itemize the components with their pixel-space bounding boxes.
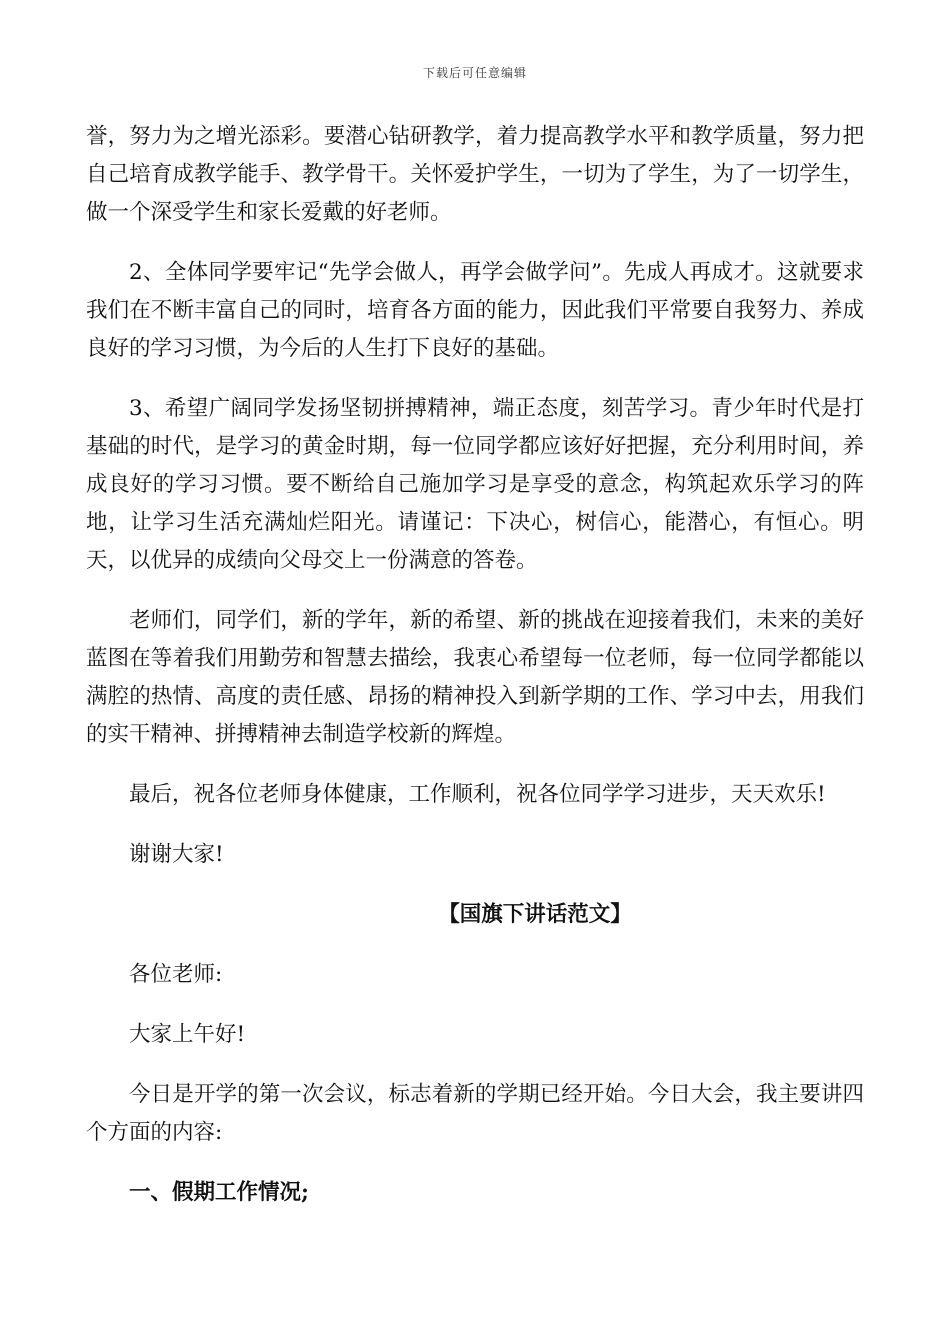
document-body (86, 118, 864, 1234)
paragraph-intro: 今日是开学的第一次会议，标志着新的学期已经开始。今日大会，我主要讲四个方面的内容: (86, 1082, 864, 1145)
page-header-note: 下载后可任意编辑 (422, 66, 527, 80)
paragraph-thanks: 谢谢大家! (129, 842, 224, 867)
paragraph-continuation: 誉，努力为之增光添彩。要潜心钻研教学，着力提高教学水平和教学质量，努力把自己培育成教学能手、教学骨干。关怀爱护学生，一切为了学生，为了一切学生，做一个深受学生和家长爱戴的好老师。 (86, 124, 864, 225)
paragraph-point-3: 3、希望广阔同学发扬坚韧拼搏精神，端正态度，刻苦学习。青少年时代是打基础的时代，是学习的黄金时期，每一位同学都应该好好把握，充分利用时间，养成良好的学习习惯。要不断给自己施加学习是享受的意念，构筑起欢乐学习的阵地，让学习生活充满灿烂阳光。请谨记：下决心，树信心，能潜心，有恒心。明天，以优异的成绩向父母交上一份满意的答卷。 (86, 396, 864, 573)
paragraph-greeting-morning: 大家上午好! (129, 1022, 246, 1047)
subheading-vacation-work: 一、假期工作情况; (129, 1180, 309, 1205)
paragraph-point-2: 2、全体同学要牢记“先学会做人，再学会做学问”。先成人再成才。这就要求我们在不断丰富自己的同时，培育各方面的能力，因此我们平常要自我努力、养成良好的学习习惯，为今后的人生打下良好的基础。 (86, 260, 864, 361)
paragraph-wishes: 最后，祝各位老师身体健康，工作顺利，祝各位同学学习进步，天天欢乐! (129, 782, 826, 807)
paragraph-greeting-teachers: 各位老师: (129, 962, 223, 987)
section-title: 【国旗下讲话范文】 (438, 902, 632, 927)
paragraph-closing: 老师们，同学们，新的学年，新的希望、新的挑战在迎接着我们，未来的美好蓝图在等着我们用勤劳和智慧去描绘，我衷心希望每一位老师，每一位同学都能以满腔的热情、高度的责任感、昂扬的精神投入到新学期的工作、学习中去，用我们的实干精神、拼搏精神去制造学校新的辉煌。 (86, 608, 864, 747)
